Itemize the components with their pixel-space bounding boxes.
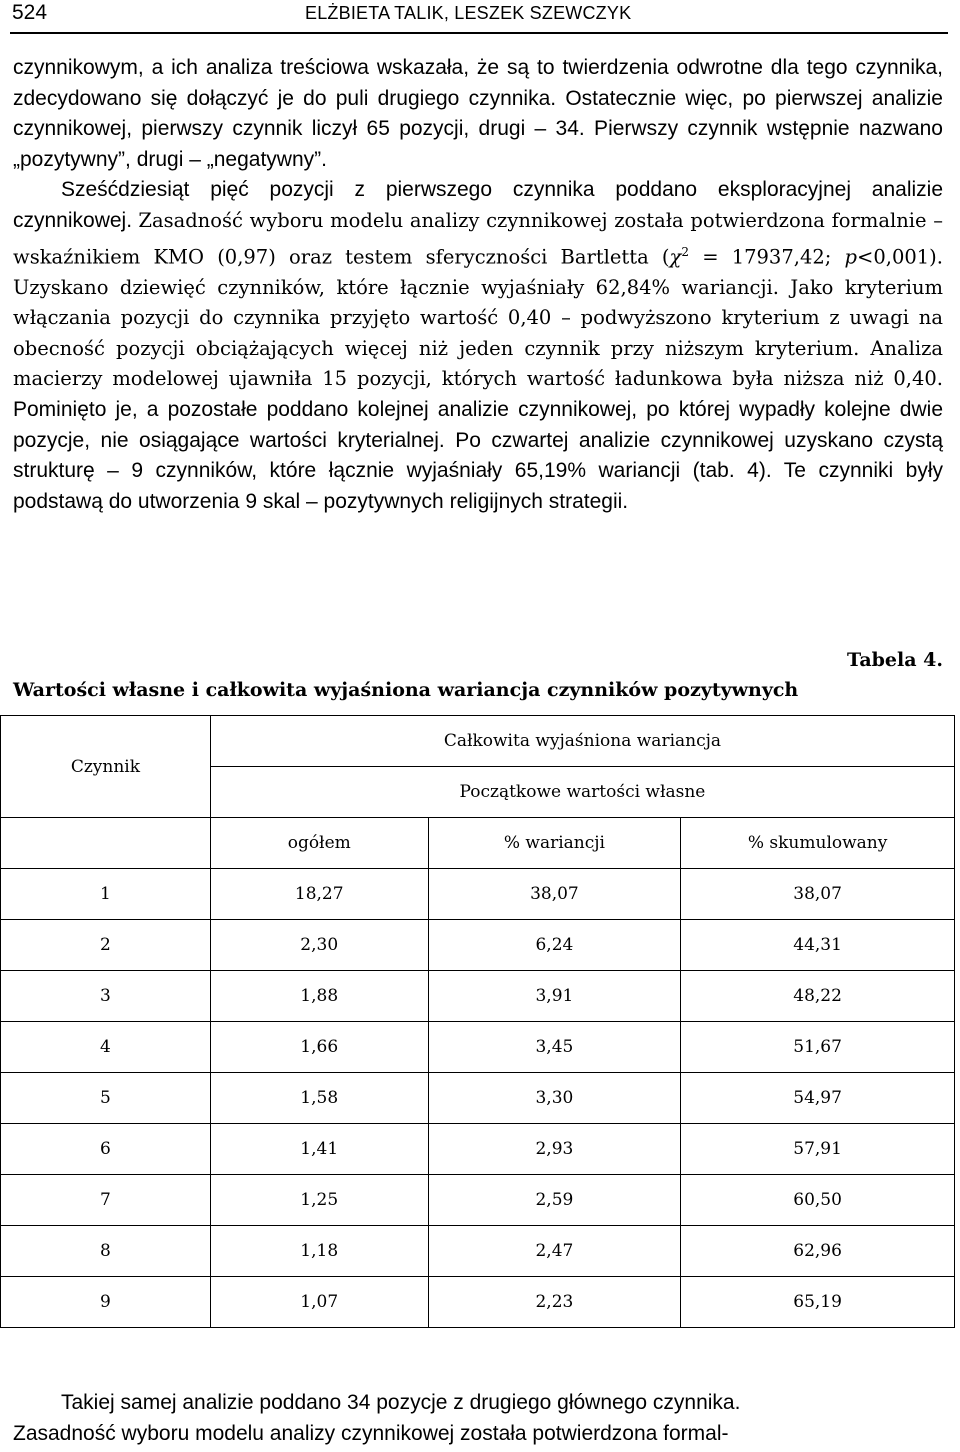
body-text bbox=[13, 53, 943, 517]
cell-variance: 6,24 bbox=[428, 920, 681, 971]
after-table-text bbox=[13, 1387, 943, 1449]
table-row bbox=[1, 869, 955, 920]
cell-factor: 9 bbox=[1, 1277, 211, 1328]
cell-cumulative: 54,97 bbox=[681, 1073, 955, 1124]
cell-factor: 2 bbox=[1, 920, 211, 971]
table-row bbox=[1, 920, 955, 971]
eigenvalues-table bbox=[0, 715, 955, 1328]
cell-cumulative: 51,67 bbox=[681, 1022, 955, 1073]
cell-total: 1,66 bbox=[210, 1022, 428, 1073]
paragraph-2-end: Pominięto je, a pozostałe poddano kolejnej analizie czynnikowej, po której wypadły kolejne dwie pozycje, nie osiągające wartości kryterialnej. Po czwartej analizie czynnikowej uzyskano czystą strukturę – 9 czynników, które łącznie wyjaśniały 65,19% wariancji (tab. 4). Te czynniki były podstawą do utworzenia 9 skal – pozytywnych religijnych strategii. bbox=[13, 398, 943, 513]
header-col-total: ogółem bbox=[210, 818, 428, 869]
header-czynnik: Czynnik bbox=[1, 716, 211, 818]
chi-exponent: 2 bbox=[681, 244, 689, 259]
page-number: 524 bbox=[12, 1, 48, 24]
cell-variance: 3,45 bbox=[428, 1022, 681, 1073]
after-paragraph-2: Zasadność wyboru modelu analizy czynnikowej została potwierdzona formal- bbox=[13, 1422, 729, 1445]
paragraph-2-lead: Sześćdziesiąt pięć pozycji z pierwszego czynnika poddano eksploracyjnej analizie czynnikowej. bbox=[13, 178, 943, 232]
header-rule bbox=[10, 32, 948, 34]
p-symbol: p bbox=[844, 245, 857, 269]
cell-total: 1,41 bbox=[210, 1124, 428, 1175]
cell-total: 18,27 bbox=[210, 869, 428, 920]
paragraph-1 bbox=[13, 53, 943, 175]
cell-cumulative: 65,19 bbox=[681, 1277, 955, 1328]
table-row bbox=[1, 1226, 955, 1277]
cell-total: 1,07 bbox=[210, 1277, 428, 1328]
table-header-row-1 bbox=[1, 716, 955, 767]
cell-variance: 2,47 bbox=[428, 1226, 681, 1277]
page-header bbox=[0, 0, 960, 30]
table-title: Wartości własne i całkowita wyjaśniona wariancja czynników pozytywnych bbox=[13, 679, 799, 701]
cell-total: 1,25 bbox=[210, 1175, 428, 1226]
header-subgroup: Początkowe wartości własne bbox=[210, 767, 954, 818]
cell-variance: 2,59 bbox=[428, 1175, 681, 1226]
paragraph-2-body: Zasadność wyboru modelu analizy czynnikowej została potwierdzona formalnie – wskaźnikiem KMO (0,97) oraz testem sferyczności Bartletta ( bbox=[13, 208, 943, 269]
table-caption bbox=[13, 645, 943, 705]
header-group: Całkowita wyjaśniona wariancja bbox=[210, 716, 954, 767]
table-row bbox=[1, 1277, 955, 1328]
cell-cumulative: 44,31 bbox=[681, 920, 955, 971]
cell-total: 1,88 bbox=[210, 971, 428, 1022]
cell-cumulative: 60,50 bbox=[681, 1175, 955, 1226]
chi-symbol: χ bbox=[669, 245, 682, 269]
cell-total: 1,18 bbox=[210, 1226, 428, 1277]
header-col-variance: % wariancji bbox=[428, 818, 681, 869]
cell-variance: 2,23 bbox=[428, 1277, 681, 1328]
table-row bbox=[1, 1175, 955, 1226]
table-row bbox=[1, 1073, 955, 1124]
cell-cumulative: 57,91 bbox=[681, 1124, 955, 1175]
table-row bbox=[1, 971, 955, 1022]
table-number: Tabela 4. bbox=[847, 649, 943, 671]
chi-value: = 17937,42; bbox=[689, 245, 845, 269]
paragraph-2 bbox=[13, 175, 943, 517]
cell-total: 1,58 bbox=[210, 1073, 428, 1124]
cell-factor: 4 bbox=[1, 1022, 211, 1073]
paragraph-1-text: czynnikowym, a ich analiza treściowa wskazała, że są to twierdzenia odwrotne dla tego czynnika, zdecydowano się dołączyć je do puli drugiego czynnika. Ostatecznie więc, po pierwszej analizie czynnikowej, pierwszy czynnik liczył 65 pozycji, drugi – 34. Pierwszy czynnik wstępnie nazwano „pozytywny”, drugi – „negatywny”. bbox=[13, 56, 943, 171]
table-row bbox=[1, 1124, 955, 1175]
cell-factor: 3 bbox=[1, 971, 211, 1022]
header-empty bbox=[1, 818, 211, 869]
cell-factor: 8 bbox=[1, 1226, 211, 1277]
table-row bbox=[1, 1022, 955, 1073]
after-paragraph-1: Takiej samej analizie poddano 34 pozycje z drugiego głównego czynnika. bbox=[61, 1391, 741, 1414]
header-col-cumulative: % skumulowany bbox=[681, 818, 955, 869]
cell-cumulative: 38,07 bbox=[681, 869, 955, 920]
cell-cumulative: 62,96 bbox=[681, 1226, 955, 1277]
paragraph-2-rest: <0,001). Uzyskano dziewięć czynników, które łącznie wyjaśniały 62,84% wariancji. Jako kryterium włączania pozycji do czynnika przyjęto wartość 0,40 – podwyższono kryterium z uwagi na obecność pozycji obciążających więcej niż jeden czynnik przy niższym kryterium. Analiza macierzy modelowej ujawniła 15 pozycji, których wartość ładunkowa była niższa niż 0,40. bbox=[13, 245, 943, 391]
cell-variance: 3,30 bbox=[428, 1073, 681, 1124]
cell-variance: 38,07 bbox=[428, 869, 681, 920]
cell-total: 2,30 bbox=[210, 920, 428, 971]
cell-variance: 3,91 bbox=[428, 971, 681, 1022]
running-head: ELŻBIETA TALIK, LESZEK SZEWCZYK bbox=[305, 3, 632, 23]
cell-variance: 2,93 bbox=[428, 1124, 681, 1175]
table-header-row-3 bbox=[1, 818, 955, 869]
cell-factor: 1 bbox=[1, 869, 211, 920]
cell-factor: 6 bbox=[1, 1124, 211, 1175]
cell-factor: 5 bbox=[1, 1073, 211, 1124]
cell-factor: 7 bbox=[1, 1175, 211, 1226]
cell-cumulative: 48,22 bbox=[681, 971, 955, 1022]
